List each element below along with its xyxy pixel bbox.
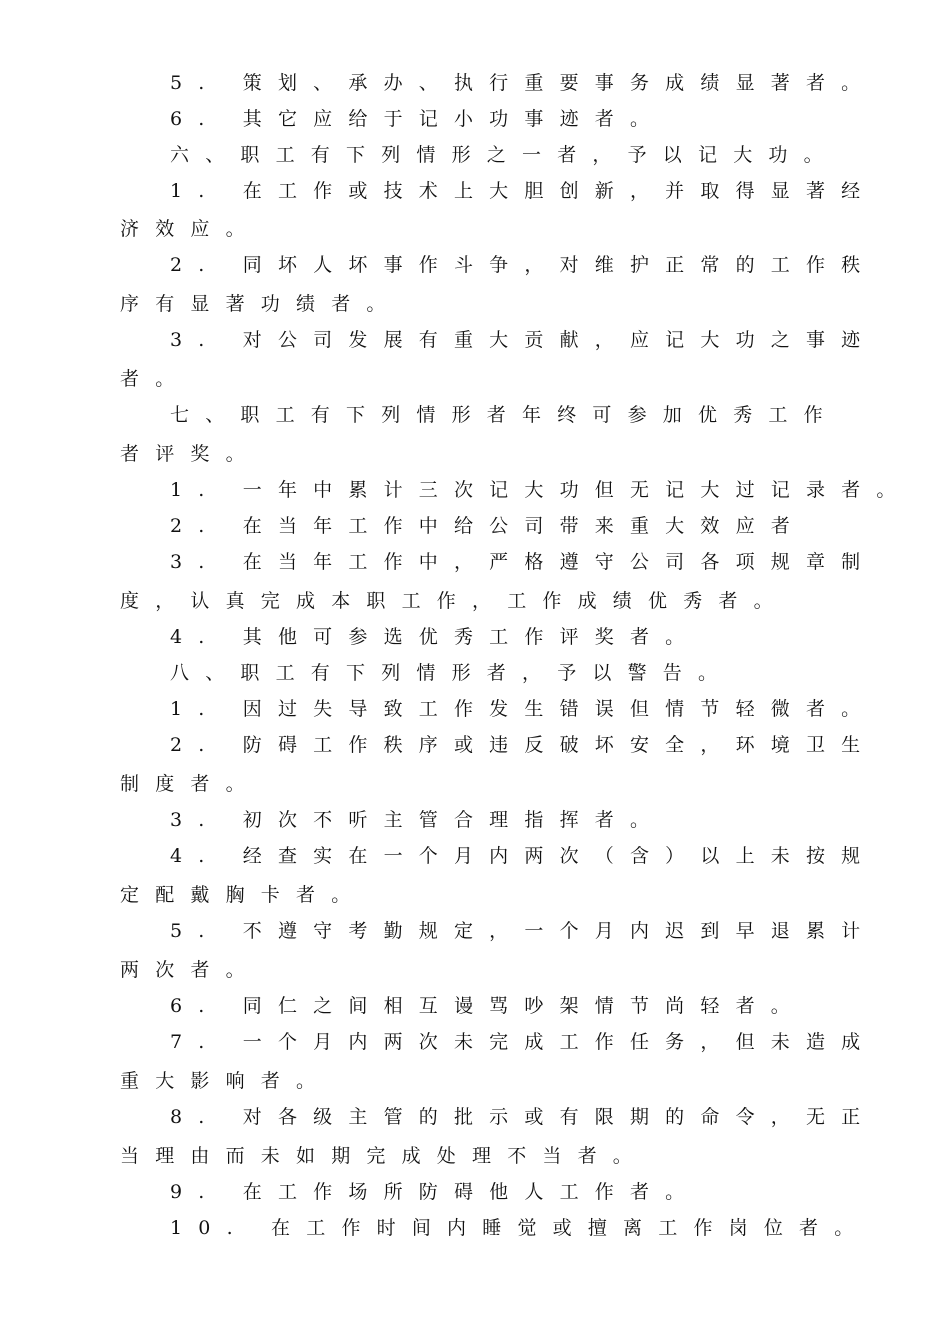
text-line: 济效应。 bbox=[120, 218, 261, 240]
text-line: 当理由而未如期完成处理不当者。 bbox=[120, 1145, 649, 1167]
text-line: 2. 同坏人坏事作斗争，对维护正常的工作秩 bbox=[170, 254, 877, 276]
text-line: 8. 对各级主管的批示或有限期的命令，无正 bbox=[170, 1106, 877, 1128]
section-heading: 六、职工有下列情形之一者，予以记大功。 bbox=[170, 144, 839, 166]
text-line: 重大影响者。 bbox=[120, 1070, 332, 1092]
text-line: 1. 一年中累计三次记大功但无记大过记录者。 bbox=[170, 479, 912, 501]
text-line: 度，认真完成本职工作，工作成绩优秀者。 bbox=[120, 590, 789, 612]
text-line: 9. 在工作场所防碍他人工作者。 bbox=[170, 1181, 701, 1203]
section-heading: 七、职工有下列情形者年终可参加优秀工作 bbox=[170, 404, 839, 426]
text-line: 2. 在当年工作中给公司带来重大效应者 bbox=[170, 515, 806, 537]
text-line: 1. 在工作或技术上大胆创新，并取得显著经 bbox=[170, 180, 877, 202]
text-line: 3. 在当年工作中，严格遵守公司各项规章制 bbox=[170, 551, 877, 573]
text-line: 3. 对公司发展有重大贡献，应记大功之事迹 bbox=[170, 329, 877, 351]
text-line: 两次者。 bbox=[120, 959, 261, 981]
text-line: 5. 策划、承办、执行重要事务成绩显著者。 bbox=[170, 72, 877, 94]
section-heading: 八、职工有下列情形者，予以警告。 bbox=[170, 662, 734, 684]
text-line: 7. 一个月内两次未完成工作任务，但未造成 bbox=[170, 1031, 877, 1053]
text-line: 2. 防碍工作秩序或违反破坏安全，环境卫生 bbox=[170, 734, 877, 756]
text-line: 3. 初次不听主管合理指挥者。 bbox=[170, 809, 666, 831]
text-line: 6. 其它应给于记小功事迹者。 bbox=[170, 108, 666, 130]
text-line: 4. 其他可参选优秀工作评奖者。 bbox=[170, 626, 701, 648]
text-line: 6. 同仁之间相互谩骂吵架情节尚轻者。 bbox=[170, 995, 806, 1017]
text-line: 序有显著功绩者。 bbox=[120, 293, 402, 315]
text-line: 4. 经查实在一个月内两次（含）以上未按规 bbox=[170, 845, 877, 867]
text-line: 者。 bbox=[120, 368, 191, 390]
text-line: 定配戴胸卡者。 bbox=[120, 884, 367, 906]
text-line: 者评奖。 bbox=[120, 443, 261, 465]
text-line: 制度者。 bbox=[120, 773, 261, 795]
text-line: 5. 不遵守考勤规定，一个月内迟到早退累计 bbox=[170, 920, 877, 942]
text-line: 10. 在工作时间内睡觉或擅离工作岗位者。 bbox=[170, 1217, 870, 1239]
text-line: 1. 因过失导致工作发生错误但情节轻微者。 bbox=[170, 698, 877, 720]
